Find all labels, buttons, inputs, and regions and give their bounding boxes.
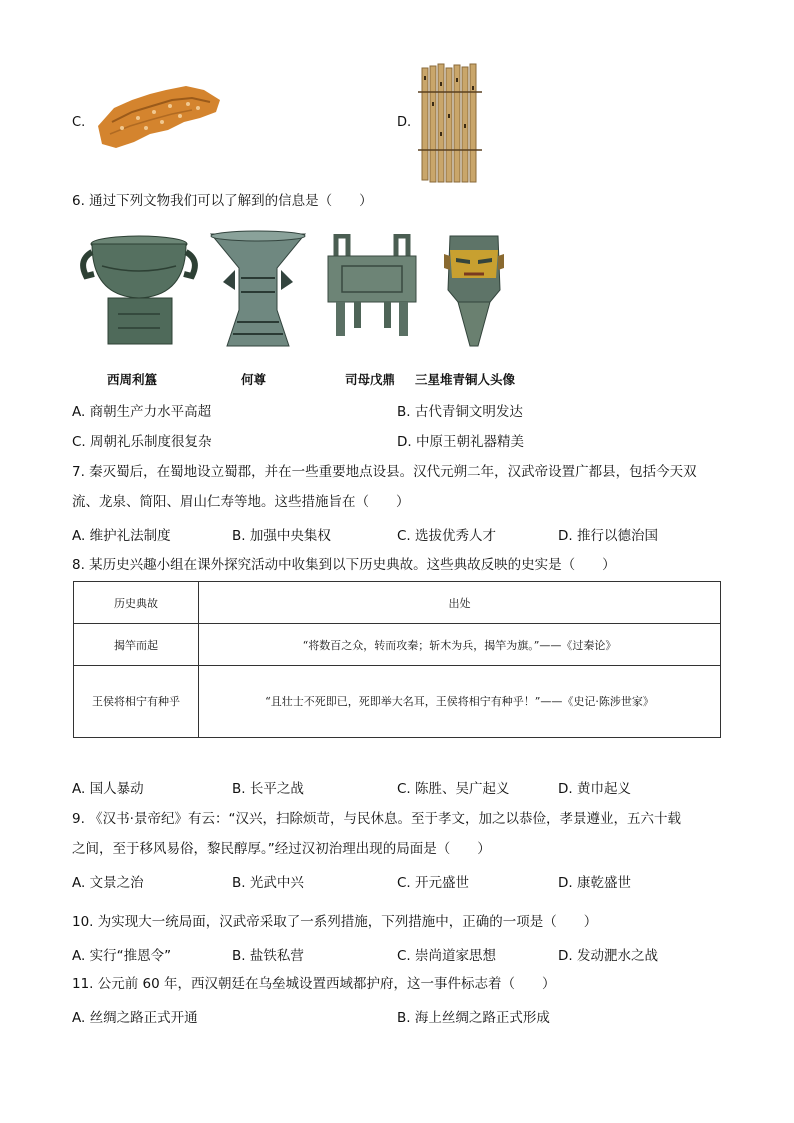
table-cell-source-2: “且壮士不死即已，死即举大名耳，王侯将相宁有种乎！”——《史记·陈涉世家》 xyxy=(199,666,721,738)
he-zun-image xyxy=(205,230,311,348)
q9-stem-line2: 之间，至于移风易俗，黎民醇厚。”经过汉初治理出现的局面是（ ） xyxy=(72,841,491,857)
q5-option-d-label: D. xyxy=(397,115,412,130)
table-cell-allusion-1: 揭竿而起 xyxy=(74,624,199,666)
q9-option-a[interactable]: A. 文景之治 xyxy=(72,875,144,891)
q10-stem: 10. 为实现大一统局面，汉武帝采取了一系列措施，下列措施中，正确的一项是（ ） xyxy=(72,914,598,930)
q9-option-c[interactable]: C. 开元盛世 xyxy=(397,875,470,891)
q5-option-c-label: C. xyxy=(72,115,86,130)
q7-option-d[interactable]: D. 推行以德治国 xyxy=(558,528,658,544)
bamboo-slips-image xyxy=(418,62,484,186)
table-header-source: 出处 xyxy=(199,582,721,624)
q10-option-d[interactable]: D. 发动淝水之战 xyxy=(558,948,658,964)
table-cell-allusion-2: 王侯将相宁有种乎 xyxy=(74,666,199,738)
q11-stem: 11. 公元前 60 年，西汉朝廷在乌垒城设置西域都护府，这一事件标志着（ ） xyxy=(72,976,556,992)
caption-sanxingdui: 三星堆青铜人头像 xyxy=(415,372,516,387)
caption-he-zun: 何尊 xyxy=(241,372,267,387)
table-header-allusion: 历史典故 xyxy=(74,582,199,624)
q6-option-b[interactable]: B. 古代青铜文明发达 xyxy=(397,404,523,420)
oracle-bone-image xyxy=(92,78,228,154)
q7-stem-line2: 流、龙泉、简阳、眉山仁寿等地。这些措施旨在（ ） xyxy=(72,494,410,510)
li-gui-image xyxy=(78,230,200,348)
q9-stem-line1: 9. 《汉书·景帝纪》有云：“汉兴，扫除烦苛，与民休息。至于孝文，加之以恭俭，孝景遵业，五六十载 xyxy=(72,811,681,827)
q6-option-a[interactable]: A. 商朝生产力水平高超 xyxy=(72,404,212,420)
q11-option-b[interactable]: B. 海上丝绸之路正式形成 xyxy=(397,1010,550,1026)
q7-option-a[interactable]: A. 维护礼法制度 xyxy=(72,528,171,544)
history-allusion-table xyxy=(73,581,721,738)
q11-option-a[interactable]: A. 丝绸之路正式开通 xyxy=(72,1010,198,1026)
q10-option-a[interactable]: A. 实行“推恩令” xyxy=(72,948,172,964)
q7-stem-line1: 7. 秦灭蜀后，在蜀地设立蜀郡，并在一些重要地点设县。汉代元朔二年，汉武帝设置广都县，包括今天双 xyxy=(72,464,697,480)
simuwu-ding-image xyxy=(324,234,420,338)
q6-stem: 6. 通过下列文物我们可以了解到的信息是（ ） xyxy=(72,193,373,209)
q9-option-d[interactable]: D. 康乾盛世 xyxy=(558,875,631,891)
q7-option-c[interactable]: C. 选拔优秀人才 xyxy=(397,528,497,544)
caption-simuwu-ding: 司母戊鼎 xyxy=(345,372,396,387)
q8-option-a[interactable]: A. 国人暴动 xyxy=(72,781,144,797)
q6-option-c[interactable]: C. 周朝礼乐制度很复杂 xyxy=(72,434,212,450)
table-cell-source-1: “将数百之众，转而攻秦；斩木为兵，揭竿为旗。”——《过秦论》 xyxy=(199,624,721,666)
q7-option-b[interactable]: B. 加强中央集权 xyxy=(232,528,331,544)
q8-option-c[interactable]: C. 陈胜、吴广起义 xyxy=(397,781,510,797)
q6-option-d[interactable]: D. 中原王朝礼器精美 xyxy=(397,434,524,450)
sanxingdui-bronze-head-image xyxy=(442,230,506,348)
q9-option-b[interactable]: B. 光武中兴 xyxy=(232,875,304,891)
q8-option-b[interactable]: B. 长平之战 xyxy=(232,781,304,797)
q10-option-b[interactable]: B. 盐铁私营 xyxy=(232,948,304,964)
q8-stem: 8. 某历史兴趣小组在课外探究活动中收集到以下历史典故。这些典故反映的史实是（ ） xyxy=(72,557,616,573)
q10-option-c[interactable]: C. 崇尚道家思想 xyxy=(397,948,497,964)
caption-li-gui: 西周利簋 xyxy=(107,372,158,387)
q8-option-d[interactable]: D. 黄巾起义 xyxy=(558,781,631,797)
